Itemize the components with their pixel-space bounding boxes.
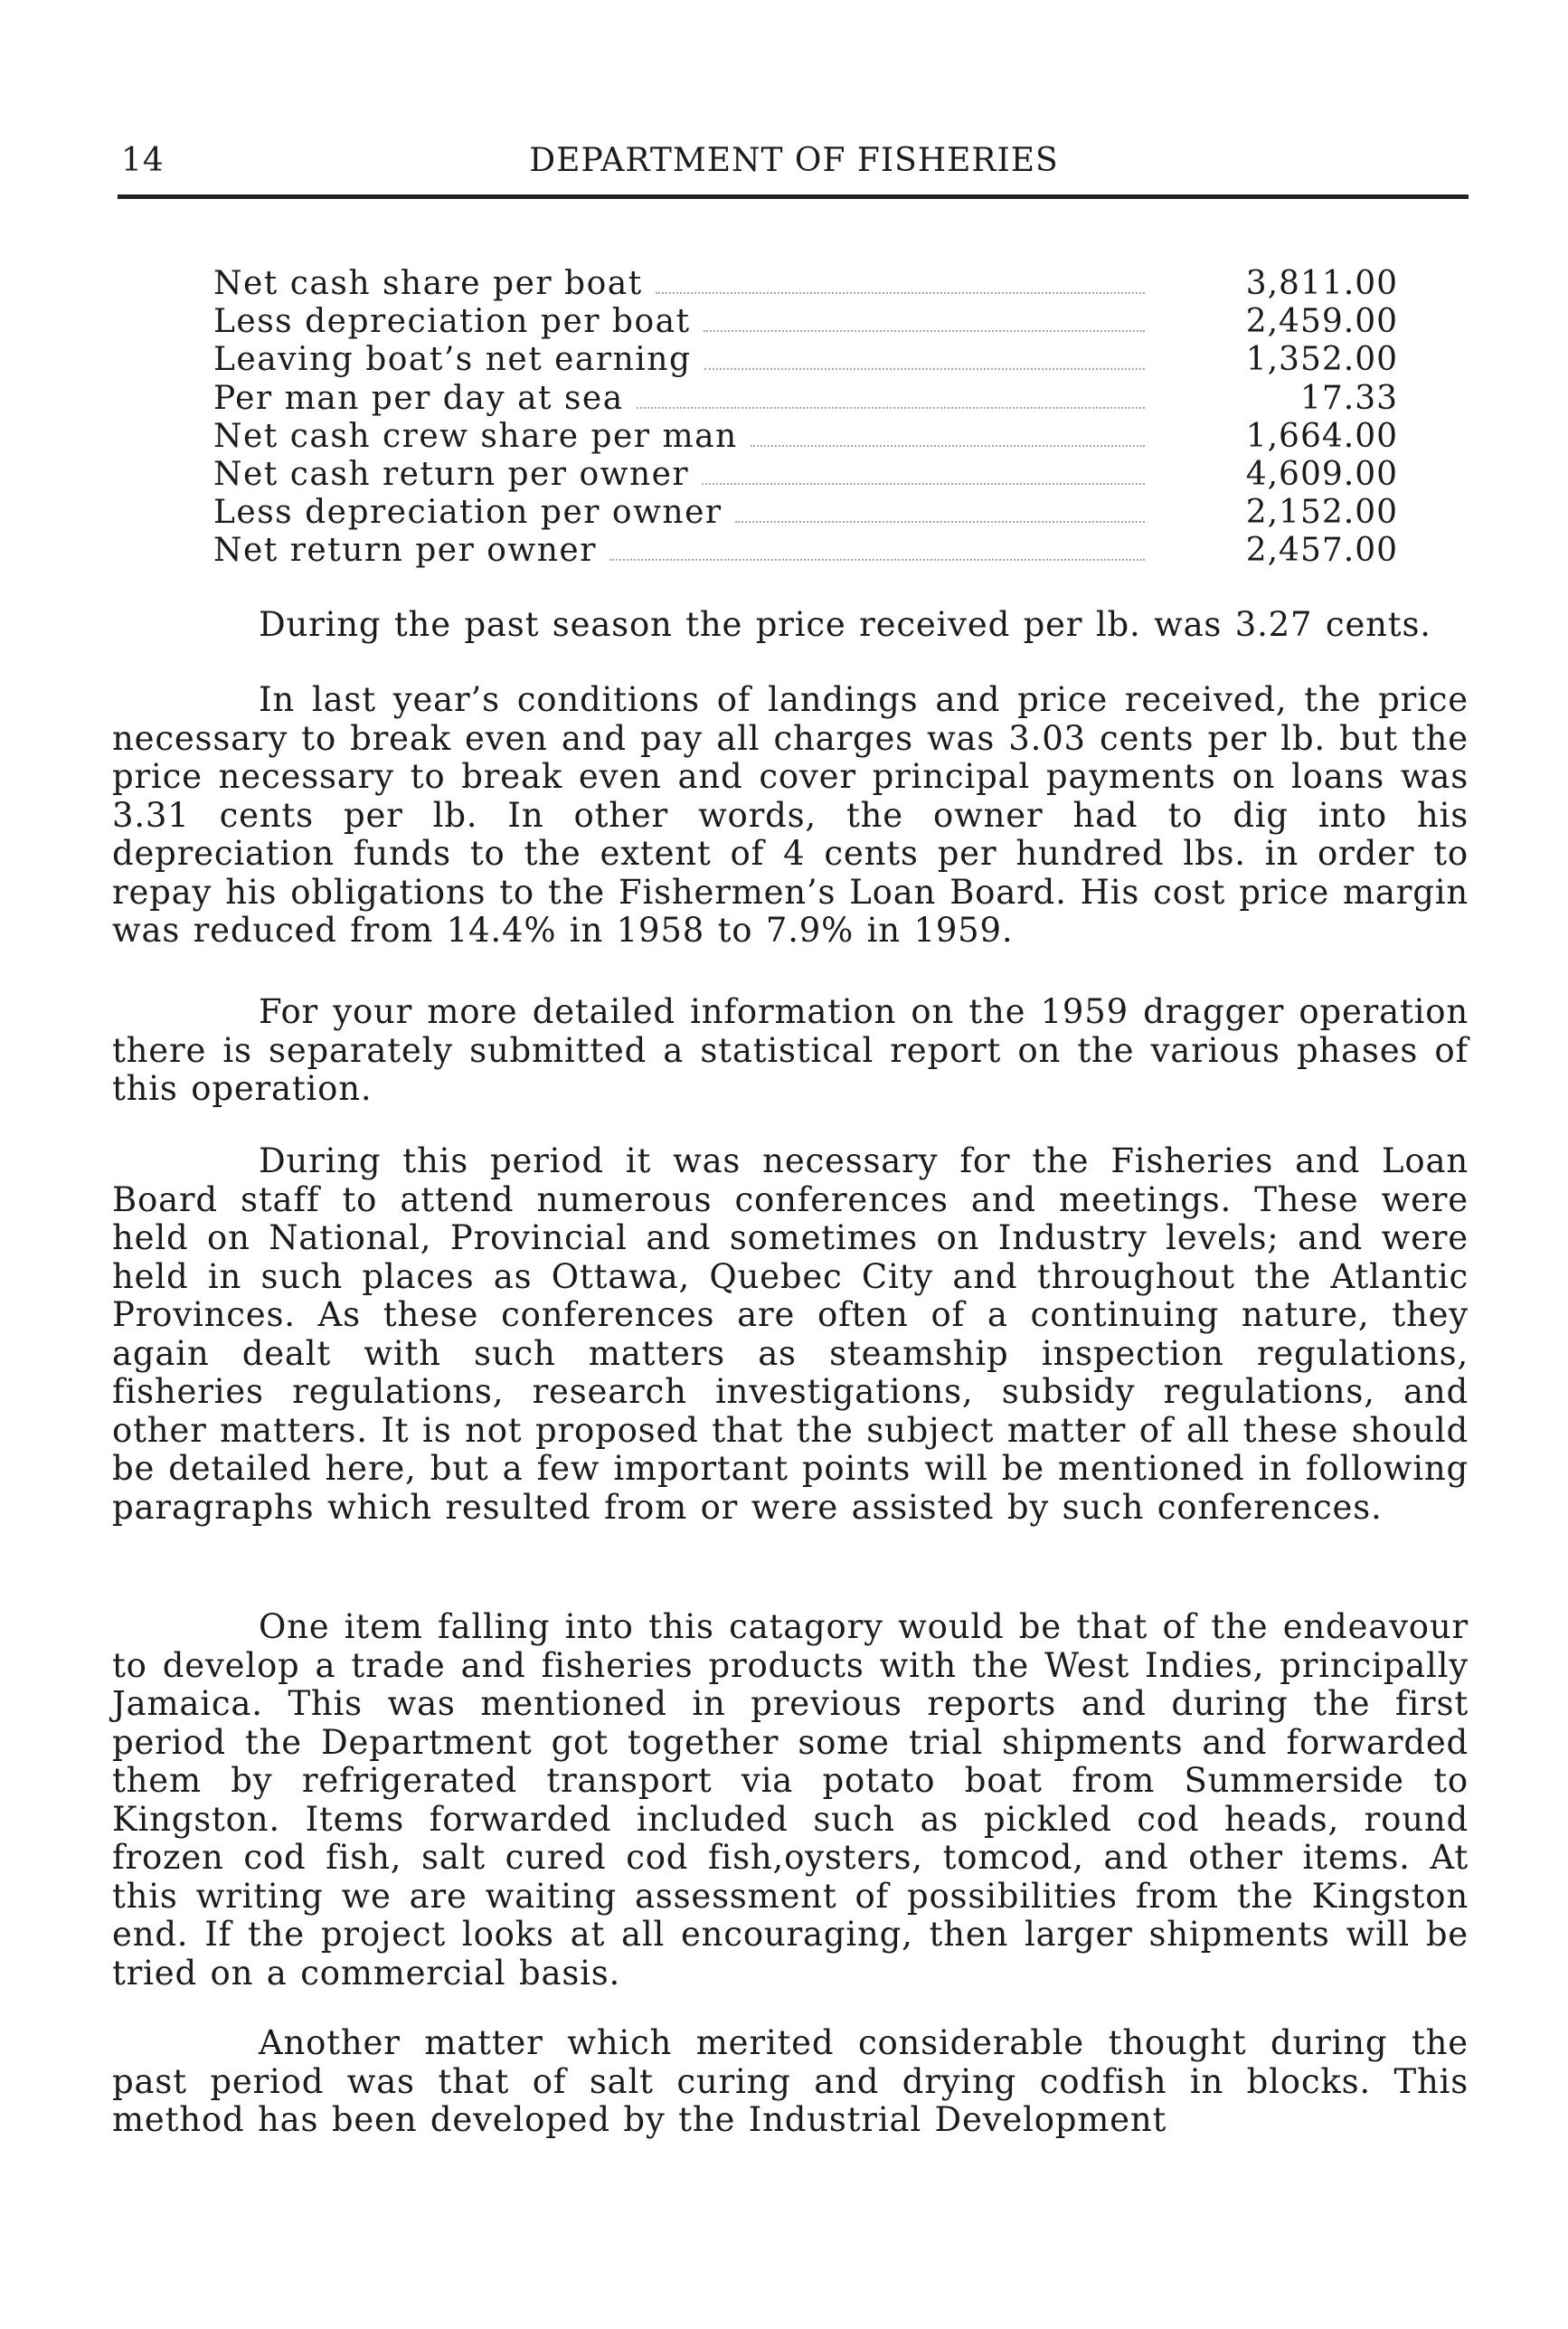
paragraph-conferences xyxy=(112,1142,1469,1527)
row-value: 2,459.00 xyxy=(1245,303,1398,341)
table-row xyxy=(213,494,1398,532)
row-label: Per man per day at sea xyxy=(213,379,624,417)
row-value: 3,811.00 xyxy=(1245,265,1398,302)
dot-leader xyxy=(704,330,1145,332)
paragraph-text: In last year’s conditions of landings and price received, the price necessary to break even and pay all charges was 3.03 cents per lb. but the price necessary to break even and cover principal payments on loans was 3.31 cents per lb. In other words, the owner had to dig into his depreciation funds to the extent of 4 cents per hundred lbs. in order to repay his obligations to the Fishermen’s Loan Board. His cost price margin was reduced from 14.4% in 1958 to 7.9% in 1959. xyxy=(112,680,1469,950)
paragraph-west-indies xyxy=(112,1608,1469,1993)
paragraph-price-received xyxy=(112,606,1469,645)
dot-leader xyxy=(609,559,1145,561)
dot-leader xyxy=(656,292,1145,294)
row-label: Net cash crew share per man xyxy=(213,417,738,455)
row-label: Less depreciation per boat xyxy=(213,303,691,341)
row-label: Net cash share per boat xyxy=(213,265,643,302)
paragraph-text: For your more detailed information on the 1959 dragger operation there is separately submitted a statistical report on the various phases of this operation. xyxy=(112,992,1469,1108)
header-rule xyxy=(118,194,1469,199)
row-value: 17.33 xyxy=(1299,379,1398,417)
paragraph-break-even xyxy=(112,681,1469,951)
dot-leader xyxy=(702,483,1145,485)
running-head xyxy=(121,136,1467,186)
row-label: Net cash return per owner xyxy=(213,455,690,493)
row-label: Leaving boat’s net earning xyxy=(213,341,692,379)
page-number: 14 xyxy=(121,142,165,179)
row-value: 2,457.00 xyxy=(1245,532,1398,570)
dot-leader xyxy=(751,445,1145,447)
row-value: 4,609.00 xyxy=(1245,455,1398,493)
row-label: Net return per owner xyxy=(213,532,597,570)
row-value: 2,152.00 xyxy=(1245,494,1398,532)
paragraph-text: During the past season the price received per lb. was 3.27 cents. xyxy=(259,605,1431,644)
row-value: 1,664.00 xyxy=(1245,417,1398,455)
dot-leader xyxy=(637,407,1145,409)
table-row xyxy=(213,532,1398,570)
paragraph-text: Another matter which merited considerable thought during the past period was that of salt curing and drying codfish in blocks. This method has been developed by the Industrial Development xyxy=(112,2023,1469,2139)
dot-leader xyxy=(704,368,1145,370)
paragraph-text: One item falling into this catagory would be that of the endeavour to develop a trade and fisheries products with the West Indies, principally Jamaica. This was mentioned in previous reports and during the first period the Department got together some trial shipments and forwarded them by refrigerated transport via potato boat from Summerside to Kingston. Items forwarded included such as pickled cod heads, round frozen cod fish, salt cured cod fish,oysters, tomcod, and other items. At this writing we are waiting assessment of possibilities from the Kingston end. If the project looks at all encouraging, then larger shipments will be tried on a commercial basis. xyxy=(112,1607,1469,1993)
paragraph-statistical-report xyxy=(112,993,1469,1109)
table-row xyxy=(213,456,1398,494)
paragraph-text: During this period it was necessary for the Fisheries and Loan Board staff to attend numerous conferences and meetings. These were held on National, Provincial and sometimes on Industry levels; and were held in such places as Ottawa, Quebec City and throughout the Atlantic Provinces. As these conferences are often of a continuing nature, they again dealt with such matters as steamship inspection regulations, fisheries regulations, research investigations, subsidy regulations, and other matters. It is not proposed that the subject matter of all these should be detailed here, but a few important points will be mentioned in following paragraphs which resulted from or were assisted by such conferences. xyxy=(112,1141,1469,1527)
table-row xyxy=(213,418,1398,456)
table-row xyxy=(213,380,1398,418)
row-label: Less depreciation per owner xyxy=(213,494,723,532)
dot-leader xyxy=(735,521,1145,523)
table-row xyxy=(213,303,1398,341)
earnings-table xyxy=(213,265,1398,571)
running-title: DEPARTMENT OF FISHERIES xyxy=(529,142,1059,179)
table-row xyxy=(213,341,1398,379)
paragraph-salt-curing xyxy=(112,2024,1469,2140)
row-value: 1,352.00 xyxy=(1245,341,1398,379)
table-row xyxy=(213,265,1398,303)
